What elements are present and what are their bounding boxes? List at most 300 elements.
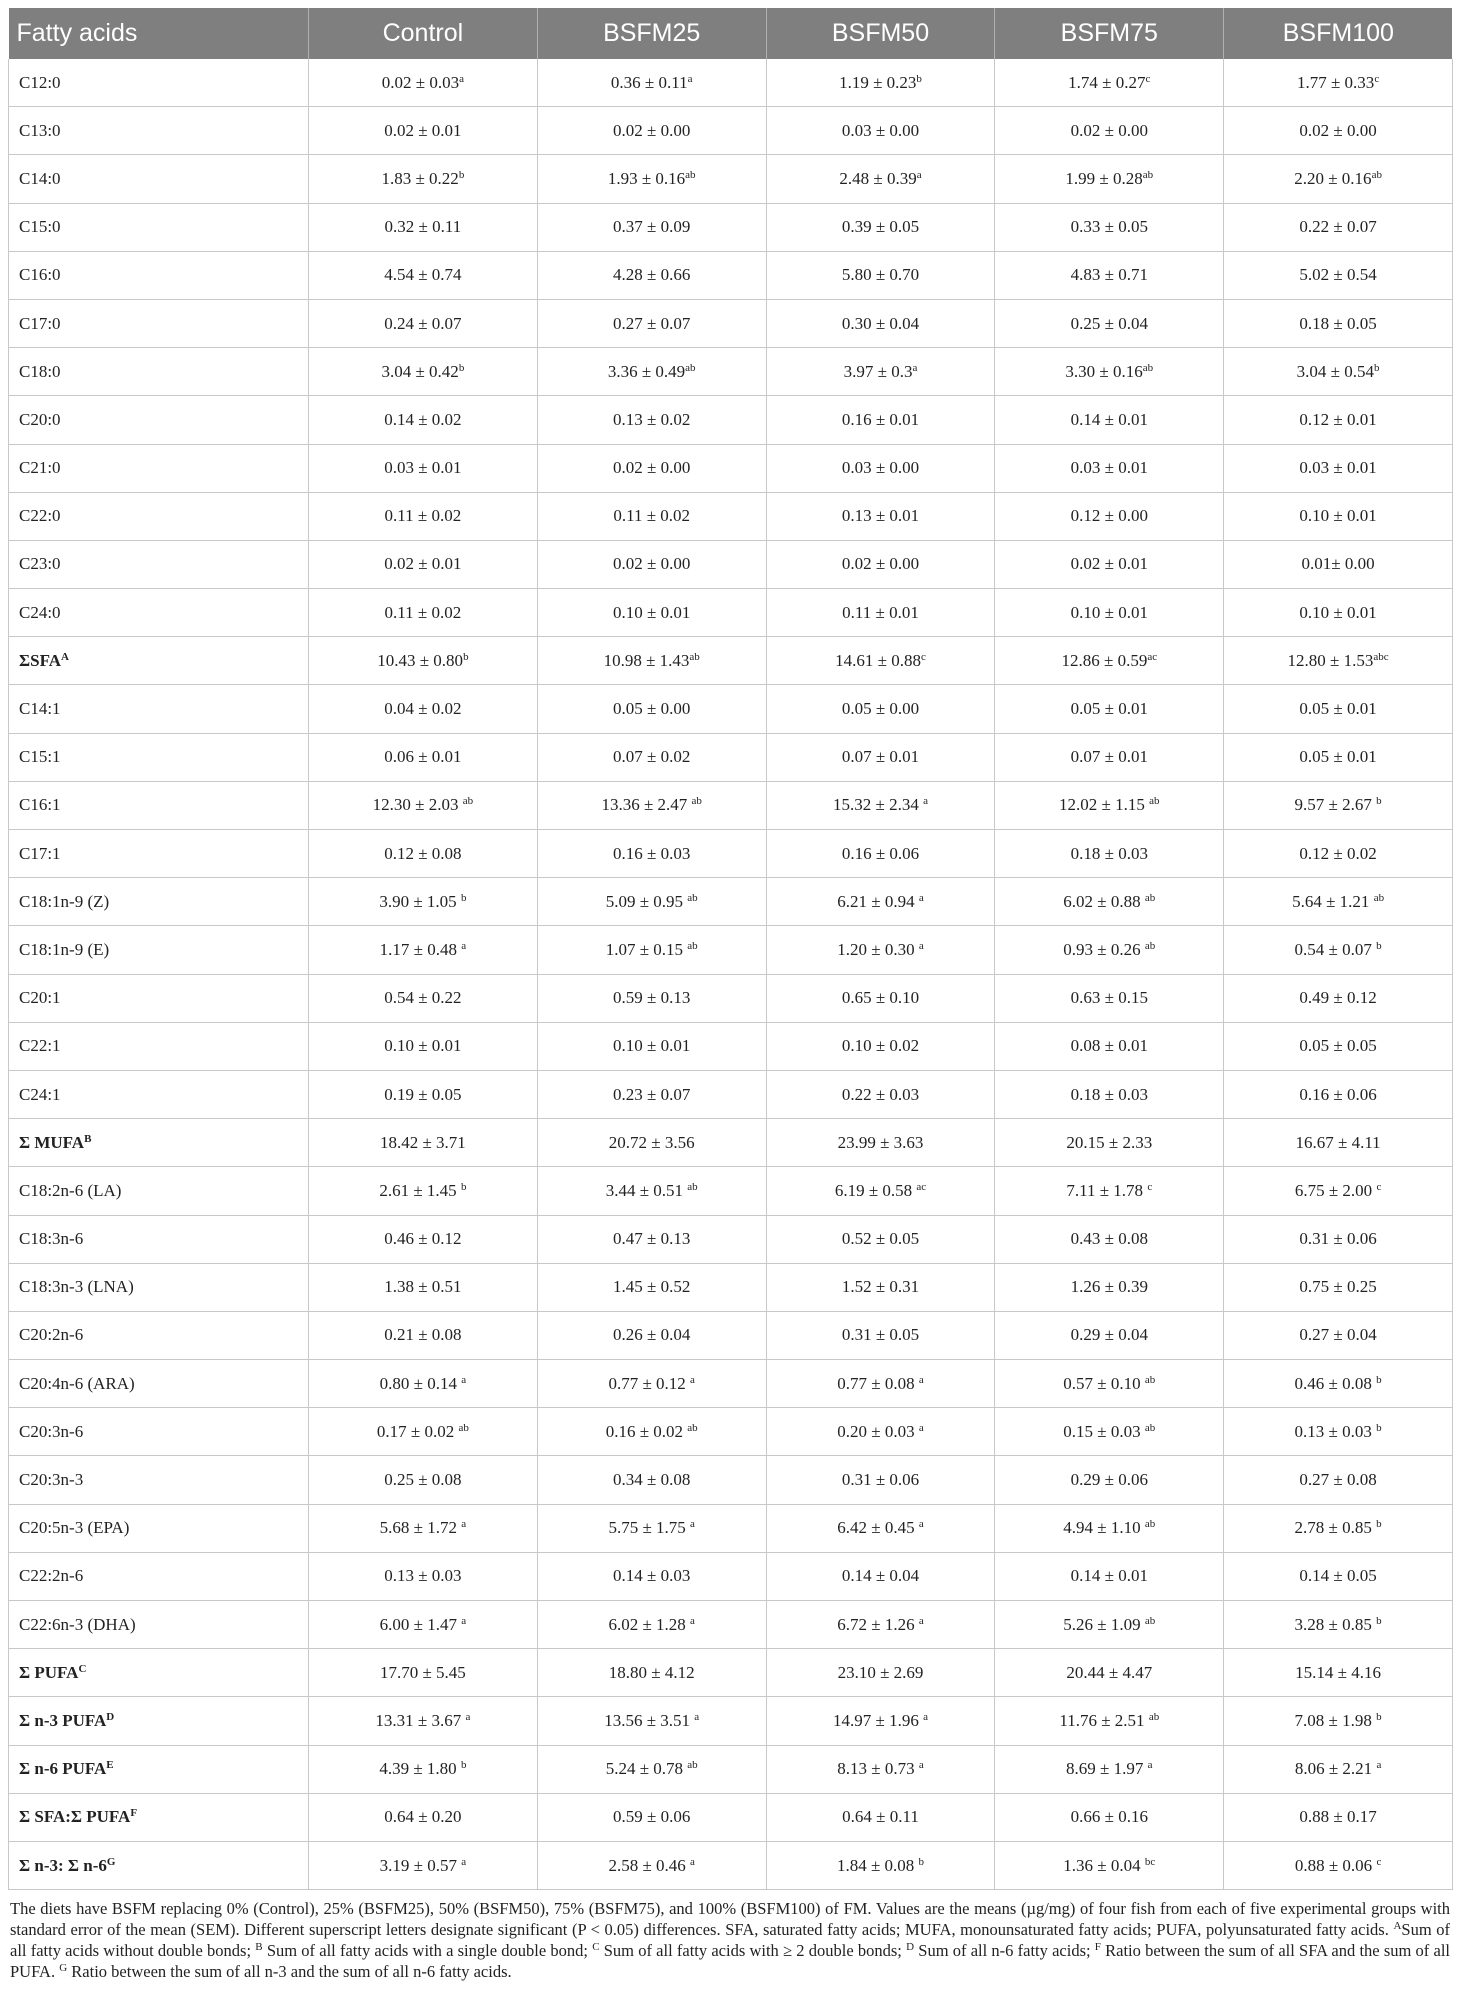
significance-letter: ab (1144, 1421, 1156, 1434)
value-cell (995, 1215, 1224, 1263)
mean-sem-value: 0.59 ± 0.06 (613, 1807, 691, 1827)
value-cell (766, 1360, 995, 1408)
value-cell (995, 1697, 1224, 1745)
footnote-note-text: Sum of all fatty acids with a single double bond; (262, 1941, 593, 1961)
mean-sem-value: 0.14 ± 0.04 (841, 1566, 920, 1586)
footnote-marker: C (592, 1941, 600, 1954)
row-label: Σ SFA:Σ PUFA (19, 1807, 131, 1827)
mean-sem-value: 2.20 ± 0.16 (1294, 168, 1372, 188)
value-cell (1224, 1070, 1453, 1118)
row-label: C17:0 (19, 313, 61, 333)
value-cell (309, 1504, 538, 1552)
row-label: C15:0 (19, 217, 61, 237)
value-cell (766, 1793, 995, 1841)
mean-sem-value: 6.75 ± 2.00 (1294, 1180, 1377, 1200)
mean-sem-value: 0.15 ± 0.03 (1063, 1421, 1145, 1441)
mean-sem-value: 0.05 ± 0.01 (1299, 747, 1377, 767)
row-label-cell (9, 492, 309, 540)
mean-sem-value: 3.19 ± 0.57 (379, 1855, 462, 1875)
value-cell (537, 830, 766, 878)
mean-sem-value: 0.80 ± 0.14 (379, 1373, 462, 1393)
value-cell (309, 1311, 538, 1359)
value-cell (766, 1697, 995, 1745)
mean-sem-value: 5.09 ± 0.95 (605, 891, 688, 911)
mean-sem-value: 0.11 ± 0.02 (384, 506, 462, 526)
value-cell (995, 974, 1224, 1022)
value-cell (1224, 685, 1453, 733)
value-cell (309, 1793, 538, 1841)
mean-sem-value: 11.76 ± 2.51 (1059, 1710, 1149, 1730)
value-cell (1224, 1504, 1453, 1552)
row-label-superscript: C (78, 1662, 87, 1675)
mean-sem-value: 0.27 ± 0.07 (613, 313, 691, 333)
row-label: C20:2n-6 (19, 1325, 84, 1345)
row-label: C16:0 (19, 265, 61, 285)
value-cell (309, 926, 538, 974)
table-row (9, 1649, 1453, 1697)
mean-sem-value: 10.98 ± 1.43 (603, 650, 690, 670)
mean-sem-value: 15.32 ± 2.34 (833, 795, 924, 815)
mean-sem-value: 0.02 ± 0.00 (613, 120, 691, 140)
mean-sem-value: 12.80 ± 1.53 (1287, 650, 1374, 670)
table-row (9, 733, 1453, 781)
value-cell (995, 59, 1224, 107)
value-cell (309, 589, 538, 637)
value-cell (766, 1070, 995, 1118)
table-row (9, 492, 1453, 540)
significance-letter: b (918, 1855, 925, 1868)
value-cell (766, 540, 995, 588)
mean-sem-value: 18.42 ± 3.71 (379, 1132, 466, 1152)
row-label: Σ n-3: Σ n-6 (19, 1855, 107, 1875)
mean-sem-value: 6.02 ± 0.88 (1063, 891, 1145, 911)
row-label: Σ PUFA (19, 1662, 79, 1682)
value-cell (1224, 299, 1453, 347)
value-cell (537, 1070, 766, 1118)
value-cell (995, 1167, 1224, 1215)
value-cell (309, 1697, 538, 1745)
row-label: C14:0 (19, 168, 61, 188)
mean-sem-value: 13.31 ± 3.67 (375, 1710, 466, 1730)
value-cell (995, 781, 1224, 829)
row-label-cell (9, 974, 309, 1022)
mean-sem-value: 3.90 ± 1.05 (379, 891, 461, 911)
value-cell (1224, 1649, 1453, 1697)
value-cell (309, 1745, 538, 1793)
mean-sem-value: 0.02 ± 0.00 (613, 458, 691, 478)
value-cell (537, 974, 766, 1022)
mean-sem-value: 0.31 ± 0.06 (1299, 1229, 1377, 1249)
mean-sem-value: 0.63 ± 0.15 (1070, 988, 1148, 1008)
significance-letter: a (918, 1759, 924, 1772)
mean-sem-value: 0.05 ± 0.01 (1070, 699, 1148, 719)
value-cell (309, 299, 538, 347)
value-cell (537, 444, 766, 492)
value-cell (995, 155, 1224, 203)
value-cell (1224, 589, 1453, 637)
value-cell (1224, 974, 1453, 1022)
value-cell (537, 1697, 766, 1745)
row-label-cell (9, 1456, 309, 1504)
value-cell (309, 1263, 538, 1311)
value-cell (766, 1167, 995, 1215)
mean-sem-value: 0.29 ± 0.06 (1070, 1470, 1148, 1490)
mean-sem-value: 0.31 ± 0.06 (841, 1470, 920, 1490)
value-cell (537, 1793, 766, 1841)
mean-sem-value: 0.66 ± 0.16 (1070, 1807, 1148, 1827)
row-label-cell (9, 1601, 309, 1649)
row-label-cell (9, 637, 309, 685)
value-cell (766, 1745, 995, 1793)
mean-sem-value: 4.94 ± 1.10 (1063, 1518, 1145, 1538)
mean-sem-value: 5.24 ± 0.78 (605, 1759, 688, 1779)
value-cell (537, 1649, 766, 1697)
value-cell (537, 540, 766, 588)
mean-sem-value: 0.24 ± 0.07 (384, 313, 462, 333)
mean-sem-value: 0.77 ± 0.12 (608, 1373, 691, 1393)
mean-sem-value: 0.01± 0.00 (1301, 554, 1375, 574)
value-cell (1224, 251, 1453, 299)
mean-sem-value: 0.57 ± 0.10 (1063, 1373, 1145, 1393)
mean-sem-value: 0.13 ± 0.02 (613, 409, 691, 429)
value-cell (995, 444, 1224, 492)
mean-sem-value: 0.13 ± 0.01 (841, 506, 920, 526)
table-row (9, 299, 1453, 347)
value-cell (537, 1745, 766, 1793)
mean-sem-value: 3.36 ± 0.49 (607, 361, 686, 381)
mean-sem-value: 3.44 ± 0.51 (605, 1180, 688, 1200)
value-cell (995, 396, 1224, 444)
mean-sem-value: 0.02 ± 0.00 (841, 554, 920, 574)
mean-sem-value: 0.43 ± 0.08 (1070, 1229, 1148, 1249)
table-row (9, 1167, 1453, 1215)
significance-letter: b (1376, 1421, 1382, 1434)
mean-sem-value: 1.36 ± 0.04 (1063, 1855, 1145, 1875)
mean-sem-value: 0.11 ± 0.02 (613, 506, 691, 526)
significance-letter: b (460, 891, 467, 904)
significance-letter: b (1376, 1614, 1382, 1627)
row-label-cell (9, 830, 309, 878)
mean-sem-value: 0.25 ± 0.08 (384, 1470, 462, 1490)
mean-sem-value: 0.02 ± 0.00 (613, 554, 691, 574)
significance-letter: a (461, 939, 467, 952)
table-row (9, 1456, 1453, 1504)
row-label: Σ n-6 PUFA (19, 1759, 107, 1779)
value-cell (1224, 1263, 1453, 1311)
significance-letter: b (458, 168, 465, 181)
value-cell (309, 444, 538, 492)
mean-sem-value: 10.43 ± 0.80 (377, 650, 464, 670)
value-cell (766, 1215, 995, 1263)
row-label-cell (9, 1022, 309, 1070)
mean-sem-value: 0.54 ± 0.07 (1294, 939, 1377, 959)
mean-sem-value: 3.04 ± 0.42 (381, 361, 459, 381)
value-cell (995, 1119, 1224, 1167)
row-label-cell (9, 1119, 309, 1167)
significance-letter: b (1376, 939, 1382, 952)
significance-letter: b (916, 72, 922, 85)
significance-letter: ab (691, 795, 702, 808)
significance-letter: a (459, 72, 465, 85)
table-row (9, 589, 1453, 637)
value-cell (537, 589, 766, 637)
row-label-superscript: G (106, 1855, 116, 1868)
value-cell (537, 685, 766, 733)
value-cell (766, 733, 995, 781)
footnote-note-text: Sum of all fatty acids without double bonds; (10, 1920, 1450, 1961)
value-cell (309, 1601, 538, 1649)
significance-letter: ab (1144, 939, 1156, 952)
significance-letter: b (1376, 1518, 1382, 1531)
significance-letter: c (920, 650, 926, 663)
row-label-superscript: E (106, 1759, 114, 1772)
value-cell (309, 1119, 538, 1167)
value-cell (995, 926, 1224, 974)
mean-sem-value: 0.07 ± 0.01 (1070, 747, 1148, 767)
mean-sem-value: 0.21 ± 0.08 (384, 1325, 462, 1345)
mean-sem-value: 0.14 ± 0.01 (1070, 1566, 1148, 1586)
mean-sem-value: 2.78 ± 0.85 (1294, 1518, 1377, 1538)
value-cell (766, 1552, 995, 1600)
table-row (9, 637, 1453, 685)
header-bsfm75: BSFM75 (995, 8, 1224, 59)
mean-sem-value: 4.54 ± 0.74 (384, 265, 462, 285)
table-row (9, 1022, 1453, 1070)
mean-sem-value: 23.99 ± 3.63 (837, 1132, 924, 1152)
mean-sem-value: 0.64 ± 0.11 (842, 1807, 919, 1827)
value-cell (537, 1119, 766, 1167)
significance-letter: ab (687, 1421, 698, 1434)
mean-sem-value: 12.02 ± 1.15 (1059, 795, 1150, 815)
table-row (9, 155, 1453, 203)
value-cell (766, 155, 995, 203)
value-cell (766, 974, 995, 1022)
significance-letter: ab (1144, 891, 1156, 904)
value-cell (537, 1215, 766, 1263)
value-cell (1224, 348, 1453, 396)
value-cell (537, 733, 766, 781)
value-cell (309, 685, 538, 733)
row-label: C17:1 (19, 843, 61, 863)
significance-letter: a (461, 1614, 467, 1627)
significance-letter: a (690, 1614, 695, 1627)
mean-sem-value: 5.64 ± 1.21 (1292, 891, 1374, 911)
mean-sem-value: 5.75 ± 1.75 (608, 1518, 691, 1538)
value-cell (995, 1649, 1224, 1697)
row-label-cell (9, 251, 309, 299)
value-cell (537, 1360, 766, 1408)
row-label-superscript: A (60, 650, 69, 663)
value-cell (995, 1408, 1224, 1456)
mean-sem-value: 4.83 ± 0.71 (1070, 265, 1148, 285)
value-cell (766, 1841, 995, 1889)
row-label-cell (9, 1167, 309, 1215)
row-label: Σ MUFA (19, 1132, 85, 1152)
mean-sem-value: 0.49 ± 0.12 (1299, 988, 1377, 1008)
mean-sem-value: 1.38 ± 0.51 (384, 1277, 462, 1297)
table-row (9, 1745, 1453, 1793)
table-row (9, 540, 1453, 588)
mean-sem-value: 7.08 ± 1.98 (1294, 1710, 1377, 1730)
row-label-cell (9, 733, 309, 781)
mean-sem-value: 0.26 ± 0.04 (613, 1325, 691, 1345)
row-label: C21:0 (19, 458, 61, 478)
header-control: Control (309, 8, 538, 59)
value-cell (995, 492, 1224, 540)
value-cell (1224, 1119, 1453, 1167)
row-label: C18:3n-3 (LNA) (19, 1277, 134, 1297)
mean-sem-value: 0.32 ± 0.11 (384, 217, 462, 237)
mean-sem-value: 8.69 ± 1.97 (1066, 1759, 1148, 1779)
significance-letter: b (1376, 795, 1382, 808)
mean-sem-value: 0.10 ± 0.01 (384, 1036, 462, 1056)
value-cell (766, 589, 995, 637)
mean-sem-value: 0.59 ± 0.13 (613, 988, 691, 1008)
mean-sem-value: 0.10 ± 0.01 (613, 1036, 691, 1056)
mean-sem-value: 1.17 ± 0.48 (379, 939, 462, 959)
value-cell (537, 637, 766, 685)
significance-letter: c (1374, 72, 1380, 85)
significance-letter: c (1147, 1180, 1153, 1193)
significance-letter: a (465, 1710, 471, 1723)
value-cell (1224, 1456, 1453, 1504)
mean-sem-value: 6.72 ± 1.26 (837, 1614, 919, 1634)
mean-sem-value: 0.47 ± 0.13 (613, 1229, 691, 1249)
value-cell (1224, 733, 1453, 781)
row-label-cell (9, 1552, 309, 1600)
significance-letter: b (1374, 361, 1380, 374)
row-label: C18:2n-6 (LA) (19, 1180, 122, 1200)
significance-letter: a (690, 1518, 695, 1531)
mean-sem-value: 20.44 ± 4.47 (1066, 1662, 1153, 1682)
row-label-cell (9, 299, 309, 347)
value-cell (309, 1022, 538, 1070)
value-cell (309, 830, 538, 878)
value-cell (309, 203, 538, 251)
mean-sem-value: 6.00 ± 1.47 (379, 1614, 462, 1634)
table-row (9, 685, 1453, 733)
table-row (9, 781, 1453, 829)
row-label-cell (9, 1408, 309, 1456)
row-label: C13:0 (19, 120, 61, 140)
significance-letter: ab (685, 361, 696, 374)
footnote-note-text: Sum of all n-6 fatty acids; (914, 1941, 1095, 1961)
table-row (9, 1841, 1453, 1889)
mean-sem-value: 1.26 ± 0.39 (1070, 1277, 1148, 1297)
row-label-cell (9, 1649, 309, 1697)
row-label-cell (9, 1745, 309, 1793)
mean-sem-value: 0.16 ± 0.03 (613, 843, 691, 863)
value-cell (1224, 1697, 1453, 1745)
significance-letter: bc (1144, 1855, 1156, 1868)
mean-sem-value: 5.68 ± 1.72 (379, 1518, 462, 1538)
significance-letter: ab (687, 891, 698, 904)
value-cell (766, 1263, 995, 1311)
value-cell (766, 203, 995, 251)
row-label: C16:1 (19, 795, 61, 815)
mean-sem-value: 1.19 ± 0.23 (839, 72, 917, 92)
value-cell (537, 396, 766, 444)
row-label-cell (9, 540, 309, 588)
value-cell (309, 781, 538, 829)
mean-sem-value: 0.46 ± 0.08 (1294, 1373, 1377, 1393)
mean-sem-value: 0.22 ± 0.07 (1299, 217, 1377, 237)
footnote-marker: B (255, 1941, 263, 1954)
value-cell (995, 107, 1224, 155)
table-row (9, 1070, 1453, 1118)
row-label: C22:6n-3 (DHA) (19, 1614, 136, 1634)
mean-sem-value: 1.84 ± 0.08 (836, 1855, 919, 1875)
mean-sem-value: 2.61 ± 1.45 (379, 1180, 461, 1200)
value-cell (309, 59, 538, 107)
row-label: ΣSFA (19, 650, 61, 670)
mean-sem-value: 0.03 ± 0.01 (384, 458, 462, 478)
mean-sem-value: 0.08 ± 0.01 (1070, 1036, 1148, 1056)
value-cell (309, 1360, 538, 1408)
significance-letter: c (1376, 1180, 1382, 1193)
mean-sem-value: 2.48 ± 0.39 (839, 168, 917, 188)
row-label: C18:0 (19, 361, 61, 381)
value-cell (995, 1841, 1224, 1889)
value-cell (1224, 1601, 1453, 1649)
row-label-superscript: F (130, 1807, 138, 1820)
value-cell (766, 830, 995, 878)
value-cell (1224, 1167, 1453, 1215)
mean-sem-value: 0.20 ± 0.03 (837, 1421, 919, 1441)
value-cell (1224, 1552, 1453, 1600)
significance-letter: b (458, 361, 465, 374)
value-cell (309, 1408, 538, 1456)
significance-letter: a (918, 1518, 924, 1531)
mean-sem-value: 9.57 ± 2.67 (1294, 795, 1377, 815)
footnote-marker: G (59, 1962, 68, 1975)
value-cell (309, 1167, 538, 1215)
mean-sem-value: 23.10 ± 2.69 (837, 1662, 924, 1682)
mean-sem-value: 0.29 ± 0.04 (1070, 1325, 1148, 1345)
mean-sem-value: 0.77 ± 0.08 (837, 1373, 919, 1393)
value-cell (537, 1552, 766, 1600)
mean-sem-value: 0.10 ± 0.01 (1299, 506, 1377, 526)
value-cell (309, 348, 538, 396)
table-row (9, 926, 1453, 974)
mean-sem-value: 0.10 ± 0.01 (1299, 602, 1377, 622)
value-cell (309, 492, 538, 540)
value-cell (766, 685, 995, 733)
mean-sem-value: 0.05 ± 0.00 (613, 699, 691, 719)
row-label-cell (9, 107, 309, 155)
table-row (9, 1360, 1453, 1408)
mean-sem-value: 0.33 ± 0.05 (1070, 217, 1148, 237)
value-cell (309, 155, 538, 203)
mean-sem-value: 0.22 ± 0.03 (841, 1084, 920, 1104)
significance-letter: ab (1144, 1614, 1156, 1627)
mean-sem-value: 0.02 ± 0.01 (384, 554, 462, 574)
mean-sem-value: 0.11 ± 0.01 (842, 602, 919, 622)
row-label-cell (9, 589, 309, 637)
value-cell (537, 348, 766, 396)
mean-sem-value: 0.52 ± 0.05 (841, 1229, 920, 1249)
significance-letter: a (918, 1614, 924, 1627)
row-label: C20:0 (19, 409, 61, 429)
row-label: C20:3n-6 (19, 1421, 84, 1441)
mean-sem-value: 12.86 ± 0.59 (1061, 650, 1148, 670)
mean-sem-value: 0.14 ± 0.01 (1070, 409, 1148, 429)
mean-sem-value: 0.07 ± 0.02 (613, 747, 691, 767)
footnote-marker: A (1393, 1920, 1402, 1933)
mean-sem-value: 1.77 ± 0.33 (1296, 72, 1375, 92)
value-cell (309, 396, 538, 444)
mean-sem-value: 0.12 ± 0.00 (1070, 506, 1148, 526)
